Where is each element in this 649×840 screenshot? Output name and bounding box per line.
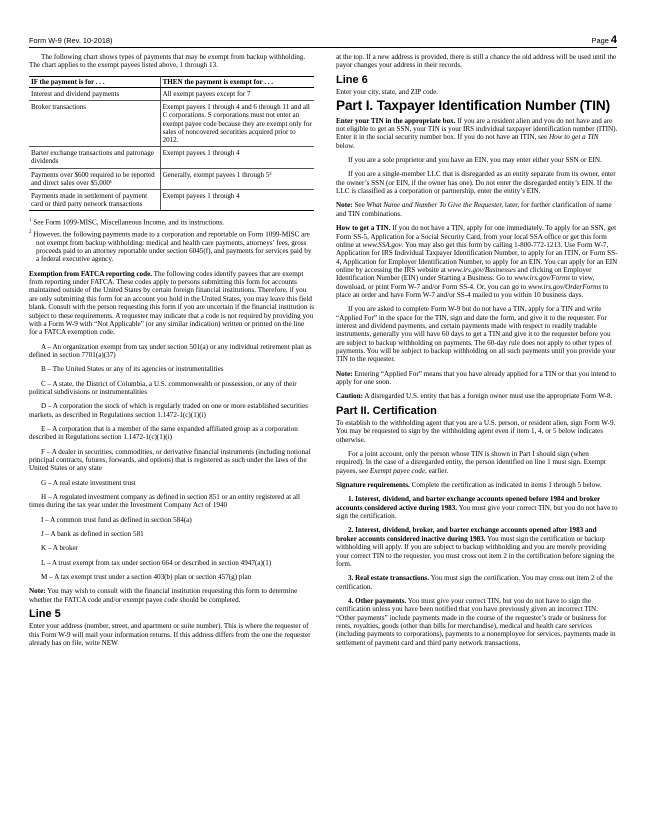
exempt-payments-table xyxy=(29,76,314,212)
table-header-if: IF the payment is for . . . xyxy=(29,76,160,87)
table-header-then: THEN the payment is exempt for . . . xyxy=(160,76,314,87)
table-row: Broker transactions Exempt payees 1 through 4 and 6 through 11 and all C corporations. S corporations must not enter an exempt payee code because they are exempt only for sales of noncovered securities acquired prior to 2012. xyxy=(29,101,314,147)
fatca-paragraph: Exemption from FATCA reporting code. The following codes identify payees that are exempt from reporting under FATCA. These codes apply to persons submitting this form for accounts maintained outside of the United States by certain foreign financial institutions. Therefore, if you are only submitting this form for an account you hold in the United States, you may leave this field blank. Consult with the person requesting this form if you are uncertain if the financial institution is subject to these requirements. A requester may indicate that a code is not required by providing you with a Form W-9 with “Not Applicable” (or any similar indication) written or printed on the line for a FATCA exemption code. xyxy=(29,269,314,337)
single-llc-paragraph: If you are a single-member LLC that is disregarded as an entity separate from its owner, enter the owner’s SSN (or EIN, if the owner has one). Do not enter the disregarded entity’s EIN. If the LLC is classified as a corporation or partnership, enter the entity’s EIN. xyxy=(336,170,616,196)
table-row: Payments made in settlement of payment card or third party network transactions Exempt payees 1 through 4 xyxy=(29,189,314,210)
how-to-get-tin-paragraph: How to get a TIN. If you do not have a TIN, apply for one immediately. To apply for an SSN, get Form SS-5, Application for a Social Security Card, from your local SSA office or get this form online at www.SSA.gov. You may also get this form by calling 1-800-772-1213. Use Form W-7, Application for IRS Individual Taxpayer Identification Number, to apply for an ITIN, or Form SS-4, Application for Employer Identification Number, to apply for an EIN. You can apply for an EIN online by accessing the IRS website at www.irs.gov/Businesses and clicking on Employer Identification Number (EIN) under Starting a Business. Go to www.irs.gov/Forms to view, download, or print Form W-7 and/or Form SS-4. Or, you can go to www.irs.gov/OrderForms to place an order and have Form W-7 and/or SS-4 mailed to you within 10 business days. xyxy=(336,224,618,299)
fatca-code: K – A broker xyxy=(41,544,79,553)
name-number-note: Note: See What Name and Number To Give the Requester, later, for further clarification of name and TIN combinations. xyxy=(336,201,612,218)
joint-account-paragraph: For a joint account, only the person whose TIN is shown in Part I should sign (when required). In the case of a disregarded entity, the person identified on line 1 must sign. Exempt payees, see Exempt payee code, earlier. xyxy=(336,450,606,475)
applied-for-paragraph: If you are asked to complete Form W-9 but do not have a TIN, apply for a TIN and write “Applied For” in the space for the TIN, sign and date the form, and give it to the requester. For interest and dividend payments, and certain payments made with respect to readily tradable instruments, generally you will have 60 days to get a TIN and give it to the requester before you are subject to backup withholding on payments. The 60-day rule does not apply to other types of payments. You will be subject to backup withholding on all such payments until you provide your TIN to the requester. xyxy=(336,305,616,364)
table-row: Barter exchange transactions and patronage dividends Exempt payees 1 through 4 xyxy=(29,147,314,168)
fatca-code: B – The United States or any of its agencies or instrumentalities xyxy=(41,365,224,374)
fatca-code: I – A common trust fund as defined in section 584(a) xyxy=(41,515,192,524)
right-column xyxy=(336,53,618,653)
fatca-code: C – A state, the District of Columbia, a U.S. commonwealth or possession, or any of their political subdivisions or instrumentalities xyxy=(29,379,297,396)
fatca-code: H – A regulated investment company as defined in section 851 or an entity registered at all times during the tax year under the Investment Company Act of 1940 xyxy=(29,493,300,510)
page-number: Page 4 xyxy=(591,34,617,46)
table-row: Interest and dividend payments All exempt payees except for 7 xyxy=(29,87,314,100)
caution-paragraph: Caution: A disregarded U.S. entity that has a foreign owner must use the appropriate Form W-8. xyxy=(336,392,613,401)
certification-item-2: 2. Interest, dividend, broker, and barter exchange accounts opened after 1983 and broker accounts considered inactive during 1983. You must sign the certification or backup withholding will apply. If you are subject to backup withholding and you are merely providing your correct TIN to the requester, you must cross out item 2 in the certification before signing the form. xyxy=(336,526,615,568)
part2-heading: Part II. Certification xyxy=(336,404,437,417)
chart-intro: The following chart shows types of payments that may be exempt from backup withholding. The chart applies to the exempt payees listed above, 1 through 13. xyxy=(29,53,306,70)
table-row: Payments over $600 required to be reported and direct sales over $5,000¹ Generally, exempt payees 1 through 5² xyxy=(29,168,314,189)
fatca-code: J – A bank as defined in section 581 xyxy=(41,530,144,539)
line5-heading: Line 5 xyxy=(29,608,61,621)
fatca-code: F – A dealer in securities, commodities, or derivative financial instruments (including notional principal contracts, futures, forwards, and options) that is registered as such under the laws of the United States or any state xyxy=(29,447,311,473)
part1-heading: Part I. Taxpayer Identification Number (TIN) xyxy=(336,98,611,114)
fatca-code: D – A corporation the stock of which is regularly traded on one or more established securities markets, as described in Regulations section 1.1472-1(c)(1)(i) xyxy=(29,402,308,419)
fatca-code: L – A trust exempt from tax under section 664 or described in section 4947(a)(1) xyxy=(41,558,272,567)
irs-businesses-link[interactable]: www.irs.gov/Businesses xyxy=(447,265,516,274)
certification-item-3: 3. Real estate transactions. You must sign the certification. You may cross out item 2 of the certification. xyxy=(336,574,613,591)
footnote-1: $^1$ See Form 1099-MISC, Miscellaneous Income, and its instructions. xyxy=(29,218,225,227)
fatca-code: G – A real estate investment trust xyxy=(41,478,136,487)
fatca-code: A – An organization exempt from tax under section 501(a) or any individual retirement plan as defined in section 7701(a)(37) xyxy=(29,342,312,359)
irs-forms-link[interactable]: www.irs.gov/Forms xyxy=(514,274,570,283)
form-id: Form W-9 (Rev. 10-2018) xyxy=(29,36,113,45)
fatca-code: M – A tax exempt trust under a section 403(b) plan or section 457(g) plan xyxy=(41,573,252,582)
line6-body: Enter your city, state, and ZIP code. xyxy=(336,88,439,97)
applied-for-note: Note: Entering “Applied For” means that you have already applied for a TIN or that you intend to apply for one soon. xyxy=(336,369,617,386)
certification-item-4: 4. Other payments. You must give your correct TIN, but you do not have to sign the certification unless you have been notified that you have previously given an incorrect TIN. “Other payments” include payments made in the course of the requester’s trade or business for rents, royalties, goods (other than bills for merchandise), medical and health care services (including payments to corporations), payments to a nonemployee for services, payments made in settlement of payment card and third party network transactions, xyxy=(336,596,616,647)
certification-intro: To establish to the withholding agent that you are a U.S. person, or resident alien, sign Form W-9. You may be requested to sign by the withholding agent even if item 1, 4, or 5 below indicates otherwise. xyxy=(336,419,616,444)
line5-continued: at the top. If a new address is provided, there is still a chance the old address will be used until the payor changes your address in their records. xyxy=(336,53,617,70)
left-column xyxy=(29,53,314,653)
fatca-code: E – A corporation that is a member of the same expanded affiliated group as a corporation described in Regulations section 1.1472-1(c)(1)(i) xyxy=(29,424,298,442)
sole-proprietor-paragraph: If you are a sole proprietor and you have an EIN, you may enter either your SSN or EIN. xyxy=(348,156,602,165)
ssa-link[interactable]: www.SSA.gov xyxy=(362,240,402,249)
page-header xyxy=(29,33,617,48)
enter-tin-paragraph: Enter your TIN in the appropriate box. If you are a resident alien and you do not have and are not eligible to get an SSN, your TIN is your IRS individual taxpayer identification number (ITIN). Enter it in the social security number box. If you do not have an ITIN, see How to get a TIN below. xyxy=(336,116,618,150)
irs-orderforms-link[interactable]: www.irs.gov/OrderForms xyxy=(527,282,601,291)
line6-heading: Line 6 xyxy=(336,73,368,86)
footnote-2: $^2$ However, the following payments made to a corporation and reportable on Form 1099-MISC are not exempt from backup withholding: medical and health care payments, attorneys’ fees, gross proceeds paid to an attorney reportable under section 6045(f), and payments for services paid by a federal executive agency. xyxy=(29,230,312,264)
fatca-note: Note: You may wish to consult with the financial institution requesting this form to determine whether the FATCA code and/or exempt payee code should be completed. xyxy=(29,587,298,604)
line5-body: Enter your address (number, street, and apartment or suite number). This is where the requester of this Form W-9 will mail your information returns. If this address differs from the one the requester already has on file, write NEW xyxy=(29,622,311,648)
certification-item-1: 1. Interest, dividend, and barter exchange accounts opened before 1984 and broker accounts considered active during 1983. You must give your correct TIN, but you do not have to sign the certification. xyxy=(336,495,618,521)
signature-requirements: Signature requirements. Complete the certification as indicated in items 1 through 5 below. xyxy=(336,481,602,490)
